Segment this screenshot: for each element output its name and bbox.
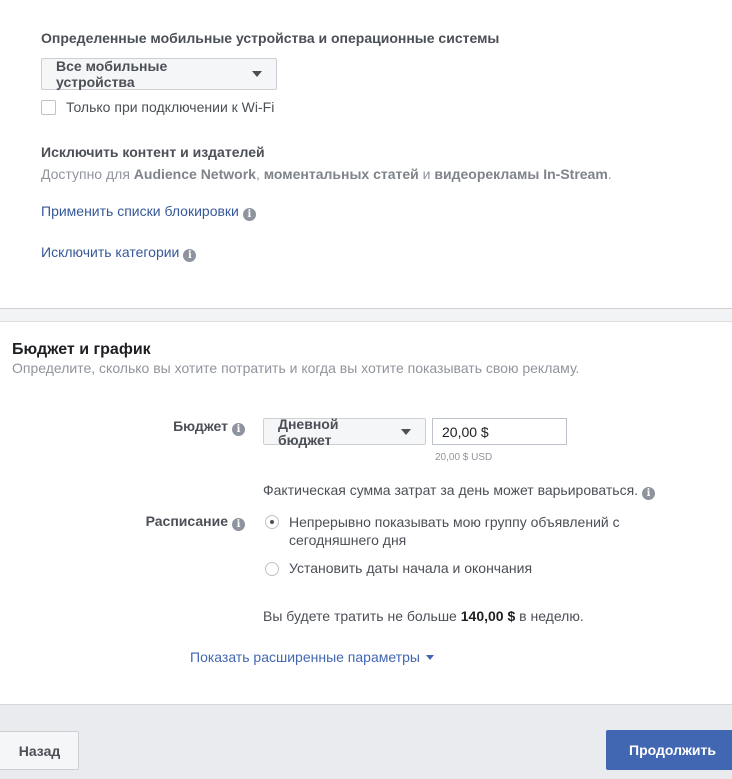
budget-label-row (150, 418, 245, 436)
caret-down-icon (401, 429, 411, 435)
schedule-continuous-label[interactable]: Непрерывно показывать мою группу объявлений с сегодняшнего дня (289, 514, 620, 548)
budget-label: Бюджет (173, 418, 228, 434)
budget-schedule-subtitle: Определите, сколько вы хотите потратить и когда вы хотите показывать свою рекламу. (12, 360, 580, 376)
instant-articles-label: моментальных статей (263, 166, 419, 182)
exclude-availability: Доступно для Audience Network, моментальных статей и видеорекламы In-Stream. (41, 166, 612, 182)
info-icon[interactable]: i (232, 518, 245, 531)
schedule-continuous-radio[interactable] (265, 515, 279, 529)
caret-down-icon (252, 71, 262, 77)
exclude-categories-link[interactable]: Исключить категории (41, 244, 180, 260)
exclude-categories-row (41, 244, 196, 262)
apply-block-lists-link[interactable]: Применить списки блокировки (41, 203, 239, 219)
weekly-amount: 140,00 $ (460, 608, 516, 624)
info-icon[interactable]: i (232, 423, 245, 436)
show-advanced-link[interactable]: Показать расширенные параметры (190, 649, 420, 665)
info-icon[interactable]: i (183, 249, 196, 262)
section-divider (0, 309, 732, 321)
instream-video-label: видеорекламы In-Stream (434, 166, 608, 182)
budget-usd-hint: 20,00 $ USD (435, 452, 493, 463)
daily-variation-row (263, 482, 655, 500)
block-lists-row (41, 203, 256, 221)
budget-amount-input[interactable] (432, 418, 567, 445)
daily-variation-note: Фактическая сумма затрат за день может варьироваться. (263, 482, 639, 498)
schedule-label: Расписание (145, 513, 228, 529)
weekly-spend-note: Вы будете тратить не больше 140,00 $ в неделю. (263, 608, 584, 624)
devices-heading: Определенные мобильные устройства и операционные системы (41, 30, 500, 46)
wifi-checkbox[interactable] (41, 100, 56, 115)
schedule-dates-label[interactable]: Установить даты начала и окончания (289, 560, 533, 576)
info-icon[interactable]: i (642, 487, 655, 500)
continue-button[interactable]: Продолжить (606, 730, 732, 770)
caret-down-icon[interactable] (426, 655, 434, 660)
schedule-dates-radio[interactable] (265, 562, 279, 576)
info-icon[interactable]: i (243, 208, 256, 221)
advanced-options-row (190, 649, 434, 665)
back-button[interactable]: Назад (0, 731, 79, 770)
schedule-label-row (130, 513, 245, 531)
wifi-checkbox-label[interactable]: Только при подключении к Wi-Fi (66, 99, 275, 115)
budget-schedule-title: Бюджет и график (12, 341, 151, 358)
exclude-heading: Исключить контент и издателей (41, 144, 265, 160)
budget-type-dropdown[interactable] (263, 415, 426, 448)
audience-network-label: Audience Network (133, 166, 256, 182)
devices-dropdown[interactable] (41, 58, 277, 90)
budget-type-label: Дневной бюджет (278, 415, 339, 448)
devices-dropdown-label: Все мобильные устройства (56, 58, 168, 90)
